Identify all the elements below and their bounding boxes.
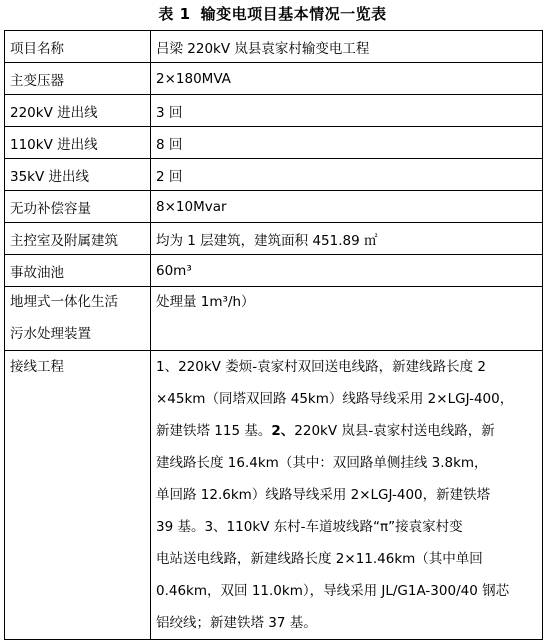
wiring-item-number: 2、 bbox=[271, 423, 295, 439]
table-row-sewage-treatment bbox=[5, 287, 543, 351]
project-info-table bbox=[4, 30, 543, 640]
row-label-line: 地埋式一体化生活 bbox=[10, 294, 118, 310]
row-value: 8 回 bbox=[151, 127, 543, 159]
table-row-110kv-lines bbox=[5, 127, 543, 159]
table-row-oil-pit bbox=[5, 255, 543, 287]
row-label: 35kV 进出线 bbox=[5, 159, 151, 191]
row-value bbox=[151, 287, 543, 351]
wiring-line: 铝绞线；新建铁塔 37 基。 bbox=[156, 615, 317, 631]
row-label-line: 接线工程 bbox=[10, 359, 64, 375]
row-label: 无功补偿容量 bbox=[5, 191, 151, 223]
wiring-line: ×45km（同塔双回路 45km）线路导线采用 2×LGJ-400， bbox=[156, 391, 514, 407]
row-label: 项目名称 bbox=[5, 31, 151, 63]
wiring-line bbox=[156, 415, 538, 447]
row-value: 2 回 bbox=[151, 159, 543, 191]
row-value: 60m³ bbox=[151, 255, 543, 287]
table-row-reactive-compensation bbox=[5, 191, 543, 223]
table-row-35kv-lines bbox=[5, 159, 543, 191]
wiring-line: 电站送电线路，新建线路长度 2×11.46km（其中单回 bbox=[156, 551, 483, 567]
row-label: 主控室及附属建筑 bbox=[5, 223, 151, 255]
row-label: 220kV 进出线 bbox=[5, 95, 151, 127]
row-label-line: 污水处理装置 bbox=[10, 325, 91, 342]
wiring-line: 1、220kV 娄烦-袁家村双回送电线路，新建线路长度 2 bbox=[156, 359, 486, 375]
table-row-control-building bbox=[5, 223, 543, 255]
table-caption bbox=[0, 4, 545, 24]
table-row-220kv-lines bbox=[5, 95, 543, 127]
wiring-line: 0.46km，双回 11.0km），导线采用 JL/G1A-300/40 钢芯 bbox=[156, 583, 510, 599]
row-value: 3 回 bbox=[151, 95, 543, 127]
table-row-wiring-works bbox=[5, 351, 543, 640]
table-row-project-name bbox=[5, 31, 543, 63]
row-value bbox=[151, 351, 543, 640]
table-number: 表 1 bbox=[158, 5, 191, 23]
wiring-text: 新建铁塔 115 基。 bbox=[156, 423, 272, 439]
row-label bbox=[5, 287, 151, 351]
row-value: 8×10Mvar bbox=[151, 191, 543, 223]
wiring-text: 220kV 岚县-袁家村送电线路，新 bbox=[294, 423, 495, 439]
row-value: 均为 1 层建筑，建筑面积 451.89 ㎡ bbox=[151, 223, 543, 255]
row-label: 事故油池 bbox=[5, 255, 151, 287]
table-row-main-transformer bbox=[5, 63, 543, 95]
row-value: 吕梁 220kV 岚县袁家村输变电工程 bbox=[151, 31, 543, 63]
row-label: 主变压器 bbox=[5, 63, 151, 95]
wiring-line: 单回路 12.6km）线路导线采用 2×LGJ-400，新建铁塔 bbox=[156, 487, 491, 503]
row-label bbox=[5, 351, 151, 640]
row-value-line: 处理量 1m³/h） bbox=[156, 294, 255, 310]
row-label: 110kV 进出线 bbox=[5, 127, 151, 159]
wiring-line: 建线路长度 16.4km（其中：双回路单侧挂线 3.8km， bbox=[156, 455, 488, 471]
wiring-line: 39 基。3、110kV 东村-车道坡线路“π”接袁家村变 bbox=[156, 519, 463, 535]
table-title: 输变电项目基本情况一览表 bbox=[200, 5, 387, 23]
row-value: 2×180MVA bbox=[151, 63, 543, 95]
